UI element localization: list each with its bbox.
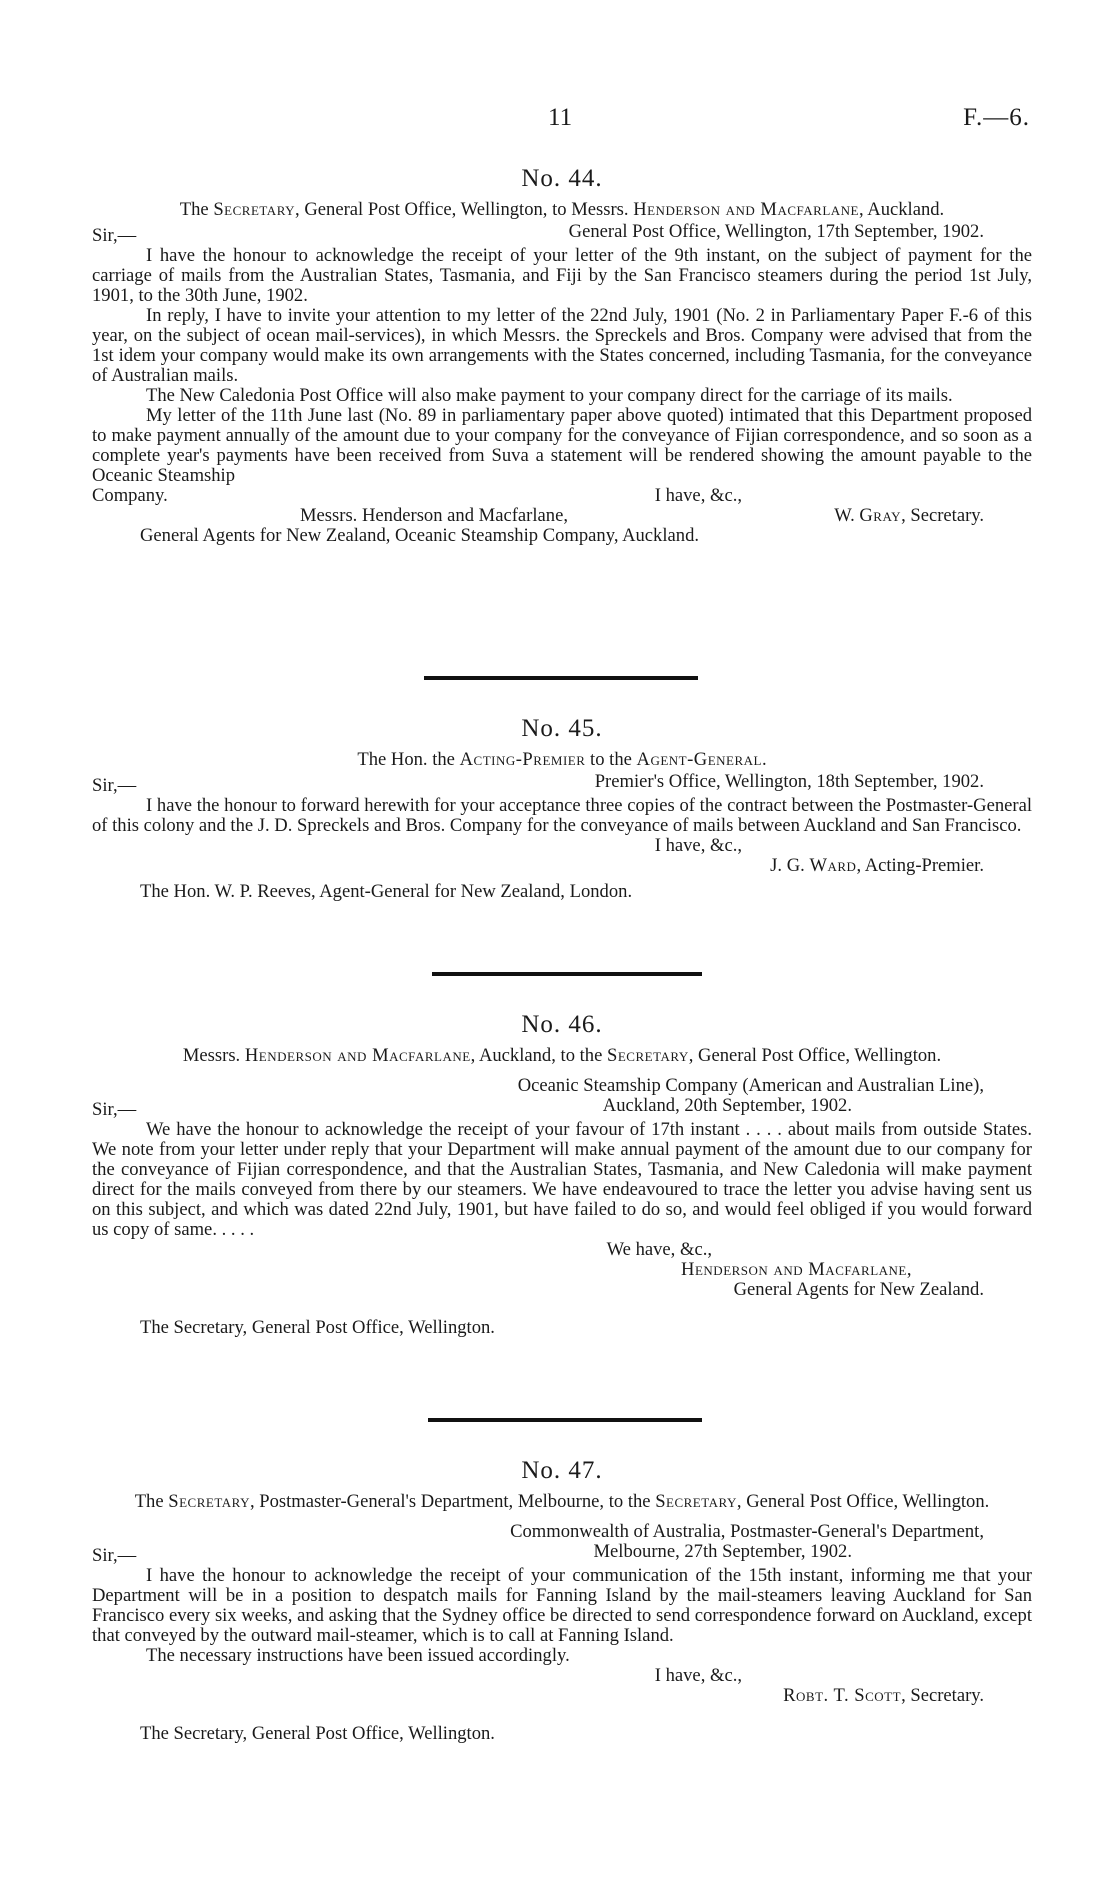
paragraph: The New Caledonia Post Office will also make payment to your company direct for the carriage of its mails. xyxy=(146,385,953,406)
closing-row xyxy=(92,486,1032,506)
letter-title xyxy=(92,200,1032,220)
signature xyxy=(834,506,984,526)
paragraph: I have the honour to acknowledge the receipt of your letter of the 9th instant, on the subject of payment for the carriage of mails from the Australian States, Tasmania, and Fiji by the San Francisco steamers during the period 1st July, 1901, to the 30th June, 1902. xyxy=(92,245,1032,306)
paragraph: We have the honour to acknowledge the receipt of your favour of 17th instant . . . . about mails from outside States. We note from your letter under reply that your Department will make annual payment of the amount due to our company for the conveyance of Fijian correspondence, and that the Australian States, Tasmania, and New Caledonia will make payment direct for the mails conveyed from there by our steamers. We have endeavoured to trace the letter you advise having sent us on this subject, and which was dated 22nd July, 1901, but have failed to do so, and would feel obliged if you would forward us copy of same. . . . . xyxy=(92,1119,1032,1240)
letter-number: No. 47. xyxy=(521,1457,603,1484)
title-recipient: Agent-General xyxy=(636,749,762,770)
signature-row xyxy=(92,506,1032,526)
letter-45 xyxy=(92,714,1032,902)
place-date: General Post Office, Wellington, 17th September, 1902. xyxy=(568,221,984,242)
title-recipient: Henderson and Macfarlane xyxy=(633,199,859,220)
title-text: to the xyxy=(585,749,637,770)
paragraph: In reply, I have to invite your attention to my letter of the 22nd July, 1901 (No. 2 in Parliamentary Paper F.-6 of this year, on the subject of ocean mail-services), in which Messrs. the Spreckels and Bros. Company were advised that from the 1st idem your company would make its own arrangements with the States concerned, including Tasmania, for the conveyance of Australian mails. xyxy=(92,305,1032,386)
letter-44 xyxy=(92,164,1032,546)
title-text: The xyxy=(179,199,214,220)
title-text: , Postmaster-General's Department, Melbourne, to the xyxy=(249,1491,656,1512)
title-text: , Auckland. xyxy=(859,199,945,220)
signature-name: Ward xyxy=(809,855,857,876)
paragraph: I have the honour to forward herewith for your acceptance three copies of the contract between the Postmaster-General of this colony and the J. D. Spreckels and Bros. Company for the conveyance of mails between Auckland and San Francisco. xyxy=(92,795,1032,836)
closing: I have, &c., xyxy=(654,1665,742,1686)
letter-46 xyxy=(92,1010,1032,1338)
letter-number: No. 45. xyxy=(521,715,603,742)
place-date: Melbourne, 27th September, 1902. xyxy=(593,1541,852,1562)
signature xyxy=(92,1686,1032,1706)
signature xyxy=(92,856,1032,876)
signature-name: Gray xyxy=(859,505,902,526)
title-sender: Acting-Premier xyxy=(459,749,586,770)
closing: I have, &c., xyxy=(654,835,742,856)
salutation-row xyxy=(92,221,1032,246)
place-date: Premier's Office, Wellington, 18th September, 1902. xyxy=(594,771,984,792)
letter-title xyxy=(92,750,1032,770)
letter-number: No. 44. xyxy=(521,165,603,192)
section-divider xyxy=(432,972,702,976)
title-text: , General Post Office, Wellington. xyxy=(688,1045,942,1066)
addressee-detail: General Agents for New Zealand, Oceanic Steamship Company, Auckland. xyxy=(140,525,700,546)
signature-name: Robt. T. Scott xyxy=(783,1685,902,1706)
place-line: Oceanic Steamship Company (American and Australian Line), xyxy=(517,1075,984,1096)
letter-title xyxy=(92,1492,1032,1512)
salutation: Sir,— xyxy=(92,225,137,246)
paper-reference: F.—6. xyxy=(963,104,1030,131)
title-text: Messrs. xyxy=(182,1045,245,1066)
salutation: Sir,— xyxy=(92,1099,137,1120)
title-sender: Secretary xyxy=(168,1491,250,1512)
addressee: The Secretary, General Post Office, Wellington. xyxy=(140,1723,495,1744)
salutation: Sir,— xyxy=(92,775,137,796)
title-text: . xyxy=(762,749,767,770)
title-sender: Secretary xyxy=(213,199,296,220)
addressee: The Hon. W. P. Reeves, Agent-General for New Zealand, London. xyxy=(140,881,633,902)
place-date: Auckland, 20th September, 1902. xyxy=(602,1095,852,1116)
page-number: 11 xyxy=(548,104,573,131)
paragraph: I have the honour to acknowledge the receipt of your communication of the 15th instant, informing me that your Department will be in a position to despatch mails for Fanning Island by the mail-steamers leaving Auckland for San Francisco every six weeks, and asking that the Sydney office be directed to send correspondence forward on Auckland, except that conveyed by the outward mail-steamer, which is to call at Fanning Island. xyxy=(92,1565,1032,1646)
addressee: The Secretary, General Post Office, Wellington. xyxy=(140,1317,495,1338)
signature-text: , Secretary. xyxy=(901,1685,984,1706)
title-text: , Auckland, to the xyxy=(470,1045,608,1066)
signature-text: J. G. xyxy=(770,855,810,876)
letter-title xyxy=(92,1046,1032,1066)
paragraph: The necessary instructions have been issued accordingly. xyxy=(146,1645,570,1666)
letter-47 xyxy=(92,1456,1032,1744)
signature-text: , Acting-Premier. xyxy=(856,855,984,876)
salutation: Sir,— xyxy=(92,1545,137,1566)
signature-text: , Secretary. xyxy=(901,505,984,526)
salutation-row xyxy=(92,1541,1032,1566)
signature-name: Henderson and Macfarlane, xyxy=(681,1259,912,1280)
title-sender: Henderson and Macfarlane xyxy=(244,1045,471,1066)
paragraph-end: Company. xyxy=(92,485,168,506)
page-header xyxy=(0,104,1114,144)
title-text: The xyxy=(134,1491,169,1512)
signature-text: W. xyxy=(834,505,860,526)
closing: We have, &c., xyxy=(606,1239,712,1260)
salutation-row xyxy=(92,1095,1032,1120)
title-text: , General Post Office, Wellington, to Messrs. xyxy=(295,199,634,220)
section-divider xyxy=(424,676,698,680)
letter-number: No. 46. xyxy=(521,1011,603,1038)
paragraph: My letter of the 11th June last (No. 89 in parliamentary paper above quoted) intimated that this Department proposed to make payment annually of the amount due to your company for the conveyance of Fijian correspondence, and so soon as a complete year's payments have been received from Suva a statement will be rendered showing the amount payable to the Oceanic Steamship xyxy=(92,405,1032,486)
addressee-name: Messrs. Henderson and Macfarlane, xyxy=(300,505,568,526)
title-recipient: Secretary xyxy=(607,1045,689,1066)
place-line: Commonwealth of Australia, Postmaster-General's Department, xyxy=(510,1521,984,1542)
title-recipient: Secretary xyxy=(655,1491,737,1512)
title-text: , General Post Office, Wellington. xyxy=(736,1491,990,1512)
title-text: The Hon. the xyxy=(357,749,460,770)
signature-title: General Agents for New Zealand. xyxy=(733,1279,984,1300)
salutation-row xyxy=(92,771,1032,796)
closing: I have, &c., xyxy=(654,485,742,506)
section-divider xyxy=(428,1418,702,1422)
